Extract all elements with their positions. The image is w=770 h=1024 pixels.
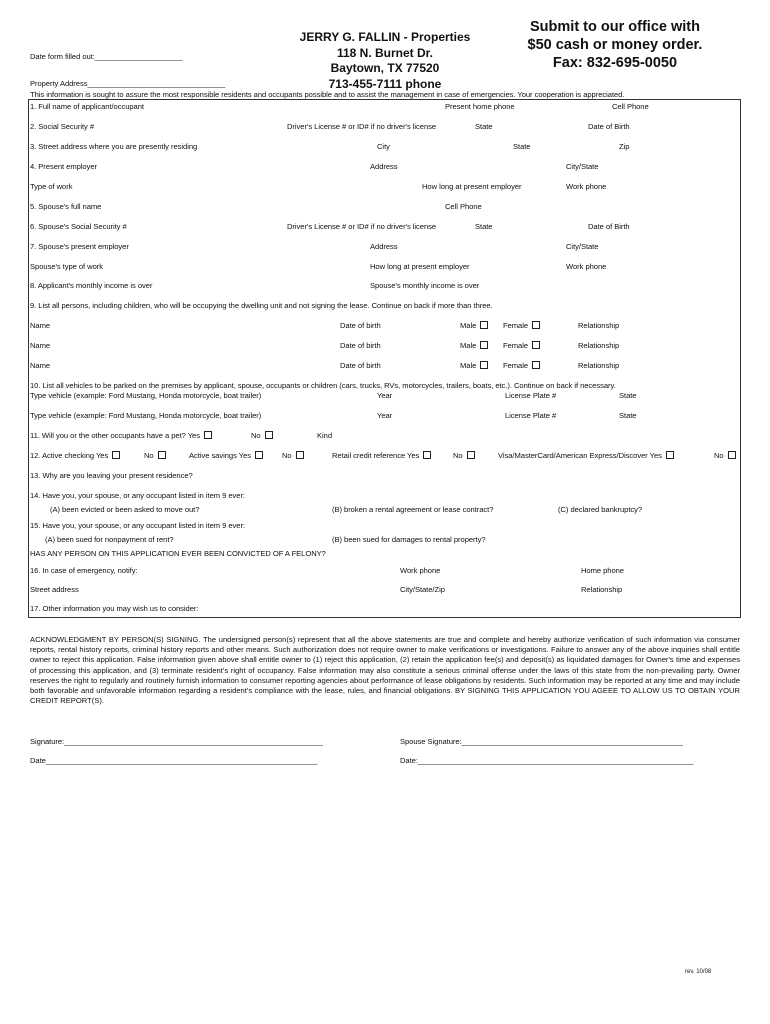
spouse-dl-state-label[interactable]: State [475, 222, 493, 231]
item-14-question: 14. Have you, your spouse, or any occupant listed in item 9 ever: [30, 491, 245, 500]
pet-no[interactable]: No [251, 431, 273, 440]
company-block [270, 30, 500, 92]
retail-credit-no-checkbox[interactable] [467, 451, 475, 459]
spouse-employer-address-label[interactable]: Address [370, 242, 398, 251]
person-3-dob[interactable]: Date of birth [340, 361, 381, 370]
savings-no-checkbox[interactable] [296, 451, 304, 459]
male-checkbox[interactable] [480, 361, 488, 369]
pet-kind-label[interactable]: Kind [317, 431, 332, 440]
emergency-work-phone-label[interactable]: Work phone [400, 566, 441, 575]
vehicle-2-type[interactable]: Type vehicle (example: Ford Mustang, Honda motorcycle, boat trailer) [30, 411, 262, 420]
retail-credit-yes[interactable]: Retail credit reference Yes [332, 451, 431, 460]
dob-label[interactable]: Date of Birth [588, 122, 630, 131]
acknowledgment-paragraph: ACKNOWLEDGMENT BY PERSON(S) SIGNING. The undersigned person(s) represent that all the above statements are true and complete and hereby authorize verification of such information via consumer reports, rental history reports, criminal history reports and other means. Such authorization does not require owner to make verifications or investigations. Failure to answer any of the above inquiries shall entitle owner to reject this application. False information given above shall entitle owner to (1) reject this application, (2) retain the application fee(s) and deposit(s) as liquidated damages for Owner's time and expenses of processing this application, and (3) terminate resident's right of occupancy. False information may also constitute a serious criminal offense under the laws of this state from the non-prevailing party. Owner reserves the right to regularly and routinely furnish information to consumer reporting agencies about performance of lease obligations by residents. Such information may be reported at any time and may include both favorable and unfavorable information regarding a resident's compliance with the lease, rules, and financial obligations. BY SIGNING THIS APPLICATION YOU AGEEE TO ALLOW US TO OBTAIN YOUR CREDIT REPORT(S). [30, 635, 740, 706]
signature-line[interactable]: Signature:______________________________________________________________ [30, 737, 323, 746]
broken-lease-question[interactable]: (B) broken a rental agreement or lease contract? [332, 505, 494, 514]
credit-card-no[interactable]: No [714, 451, 736, 460]
state-label[interactable]: State [513, 142, 531, 151]
city-label[interactable]: City [377, 142, 390, 151]
person-2-dob[interactable]: Date of birth [340, 341, 381, 350]
person-2-male[interactable]: Male [460, 341, 488, 350]
felony-question[interactable]: HAS ANY PERSON ON THIS APPLICATION EVER BEEN CONVICTED OF A FELONY? [30, 549, 326, 558]
vehicle-1-plate[interactable]: License Plate # [505, 391, 557, 400]
date-line[interactable]: Date_________________________________________________________________ [30, 756, 318, 765]
date-filled-field[interactable]: Date form filled out:_____________________ [30, 52, 183, 61]
occupants-instruction: 9. List all persons, including children, who will be occupying the dwelling unit and not signing the lease. Continue on back if more than three. [30, 301, 493, 310]
person-3-relationship[interactable]: Relationship [578, 361, 620, 370]
person-1-female[interactable]: Female [503, 321, 540, 330]
property-address-field[interactable]: Property Address_________________________________ [30, 79, 226, 88]
employer-city-state-label[interactable]: City/State [566, 162, 599, 171]
spouse-work-type-label[interactable]: Spouse's type of work [30, 262, 104, 271]
person-3-female[interactable]: Female [503, 361, 540, 370]
zip-label[interactable]: Zip [619, 142, 630, 151]
person-3-name[interactable]: Name [30, 361, 51, 370]
savings-no[interactable]: No [282, 451, 304, 460]
female-checkbox[interactable] [532, 321, 540, 329]
work-phone-label[interactable]: Work phone [566, 182, 607, 191]
emergency-home-phone-label[interactable]: Home phone [581, 566, 624, 575]
spouse-dob-label[interactable]: Date of Birth [588, 222, 630, 231]
applicant-income-label[interactable]: 8. Applicant's monthly income is over [30, 281, 153, 290]
spouse-signature-line[interactable]: Spouse Signature:_____________________________________________________ [400, 737, 683, 746]
spouse-income-label[interactable]: Spouse's monthly income is over [370, 281, 480, 290]
emergency-city-label[interactable]: City/State/Zip [400, 585, 445, 594]
person-2-name[interactable]: Name [30, 341, 51, 350]
checking-no[interactable]: No [144, 451, 166, 460]
spouse-date-line[interactable]: Date:__________________________________________________________________ [400, 756, 694, 765]
emergency-relationship-label[interactable]: Relationship [581, 585, 623, 594]
vehicle-2-year[interactable]: Year [377, 411, 393, 420]
spouse-dl-label[interactable]: Driver's License # or ID# if no driver's license [287, 222, 437, 231]
savings-yes[interactable]: Active savings Yes [189, 451, 263, 460]
vehicle-1-state[interactable]: State [619, 391, 637, 400]
reason-leaving-label[interactable]: 13. Why are you leaving your present residence? [30, 471, 193, 480]
type-of-work-label[interactable]: Type of work [30, 182, 73, 191]
male-checkbox[interactable] [480, 321, 488, 329]
company-phone: 713-455-7111 phone [328, 76, 442, 91]
revision-label: rev. 10/08 [685, 969, 712, 975]
credit-card-no-checkbox[interactable] [728, 451, 736, 459]
person-1-male[interactable]: Male [460, 321, 488, 330]
cell-phone-label[interactable]: Cell Phone [612, 102, 649, 111]
pet-no-checkbox[interactable] [265, 431, 273, 439]
sued-nonpayment-question[interactable]: (A) been sued for nonpayment of rent? [45, 535, 174, 544]
employer-label[interactable]: 4. Present employer [30, 162, 98, 171]
ssn-label[interactable]: 2. Social Security # [30, 122, 94, 131]
person-1-relationship[interactable]: Relationship [578, 321, 620, 330]
full-name-label[interactable]: 1. Full name of applicant/occupant [30, 102, 144, 111]
drivers-license-label[interactable]: Driver's License # or ID# if no driver's license [287, 122, 437, 131]
sued-damages-question[interactable]: (B) been sued for damages to rental property? [332, 535, 486, 544]
evicted-question[interactable]: (A) been evicted or been asked to move out? [50, 505, 200, 514]
checking-yes-checkbox[interactable] [112, 451, 120, 459]
submit-instructions [490, 18, 740, 72]
submit-fax: Fax: 832-695-0050 [552, 55, 678, 71]
person-3-male[interactable]: Male [460, 361, 488, 370]
person-2-relationship[interactable]: Relationship [578, 341, 620, 350]
street-address-label[interactable]: 3. Street address where you are presently residing [30, 142, 198, 151]
female-checkbox[interactable] [532, 341, 540, 349]
how-long-employer-label[interactable]: How long at present employer [422, 182, 522, 191]
pet-yes-checkbox[interactable] [204, 431, 212, 439]
spouse-how-long-label[interactable]: How long at present employer [370, 262, 470, 271]
savings-yes-checkbox[interactable] [255, 451, 263, 459]
person-2-female[interactable]: Female [503, 341, 540, 350]
male-checkbox[interactable] [480, 341, 488, 349]
retail-credit-no[interactable]: No [453, 451, 475, 460]
spouse-work-phone-label[interactable]: Work phone [566, 262, 607, 271]
spouse-name-label[interactable]: 5. Spouse's full name [30, 202, 102, 211]
submit-line-2: $50 cash or money order. [527, 37, 703, 53]
employer-address-label[interactable]: Address [370, 162, 398, 171]
credit-card-yes-checkbox[interactable] [666, 451, 674, 459]
vehicle-2-state[interactable]: State [619, 411, 637, 420]
vehicle-1-year[interactable]: Year [377, 391, 393, 400]
vehicles-instruction: 10. List all vehicles to be parked on the premises by applicant, spouse, occupants or children (cars, trucks, RVs, motorcycles, trailers, boats, etc.). Continue on back if necessary. [30, 381, 616, 390]
person-1-dob[interactable]: Date of birth [340, 321, 381, 330]
female-checkbox[interactable] [532, 361, 540, 369]
checking-yes[interactable]: 12. Active checking Yes [30, 451, 120, 460]
person-1-name[interactable]: Name [30, 321, 51, 330]
spouse-employer-city-label[interactable]: City/State [566, 242, 599, 251]
company-name: JERRY G. FALLIN - Properties [299, 30, 471, 44]
retail-credit-yes-checkbox[interactable] [423, 451, 431, 459]
spouse-cell-label[interactable]: Cell Phone [445, 202, 482, 211]
spouse-ssn-label[interactable]: 6. Spouse's Social Security # [30, 222, 127, 231]
intro-text: This information is sought to assure the most responsible residents and occupants possible and to assist the management in case of emergencies. Your cooperation is appreciated. [30, 90, 625, 99]
item-15-question: 15. Have you, your spouse, or any occupant listed in item 9 ever: [30, 521, 245, 530]
dl-state-label[interactable]: State [475, 122, 493, 131]
other-info-label[interactable]: 17. Other information you may wish us to consider: [30, 604, 199, 613]
emergency-contact-label[interactable]: 16. In case of emergency, notify: [30, 566, 138, 575]
bankruptcy-question[interactable]: (C) declared bankruptcy? [558, 505, 643, 514]
checking-no-checkbox[interactable] [158, 451, 166, 459]
company-street: 118 N. Burnet Dr. [336, 45, 434, 60]
vehicle-2-plate[interactable]: License Plate # [505, 411, 557, 420]
company-city: Baytown, TX 77520 [330, 61, 440, 75]
pet-question: 11. Will you or the other occupants have a pet? Yes [30, 431, 212, 440]
submit-line-1: Submit to our office with [530, 19, 700, 35]
home-phone-label[interactable]: Present home phone [445, 102, 515, 111]
credit-card-yes[interactable]: Visa/MasterCard/American Express/Discover Yes [498, 451, 674, 460]
emergency-street-label[interactable]: Street address [30, 585, 79, 594]
spouse-employer-label[interactable]: 7. Spouse's present employer [30, 242, 129, 251]
vehicle-1-type[interactable]: Type vehicle (example: Ford Mustang, Honda motorcycle, boat trailer) [30, 391, 262, 400]
